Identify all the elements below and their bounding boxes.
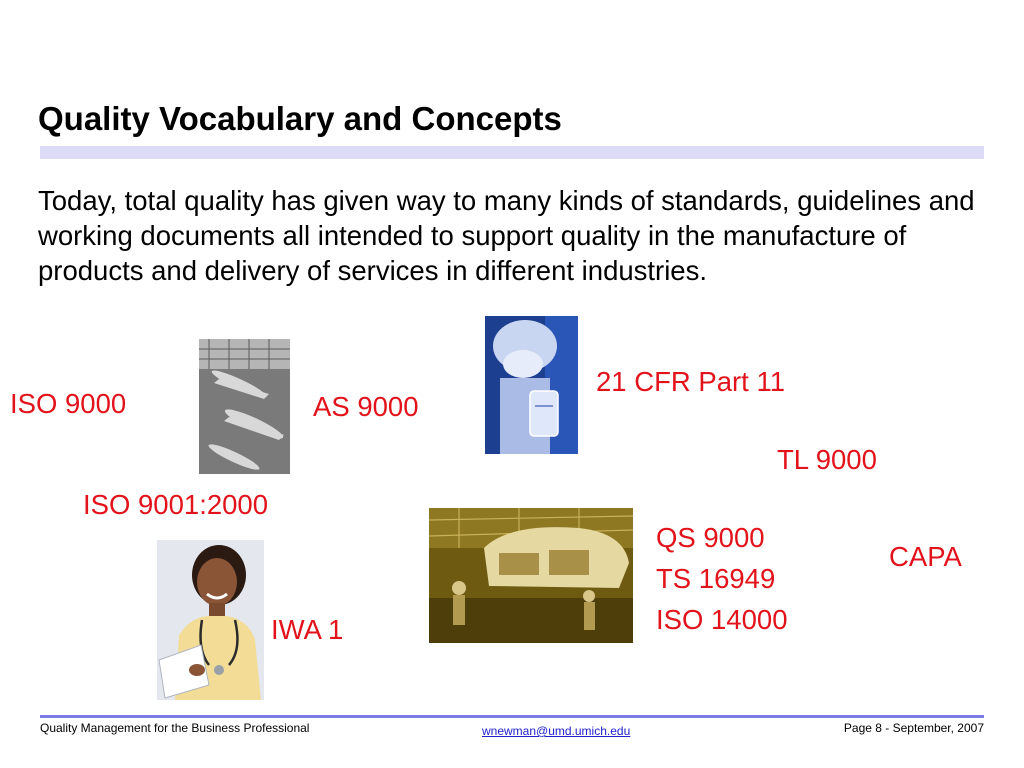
footer-divider <box>40 715 984 718</box>
label-qs-9000: QS 9000 <box>656 522 765 553</box>
label-iso-9000: ISO 9000 <box>10 388 127 419</box>
title-underline-bar <box>40 146 984 159</box>
label-iso-14000: ISO 14000 <box>656 604 788 635</box>
label-iso-9001-2000: ISO 9001:2000 <box>83 489 269 520</box>
label-iwa-1: IWA 1 <box>271 614 344 645</box>
body-paragraph: Today, total quality has given way to many kinds of standards, guidelines and working documents all intended to support quality in the manufacture of products and delivery of services in different industries. <box>38 185 975 286</box>
assembly-line-photo <box>429 508 633 643</box>
footer-email-link[interactable]: wnewman@umd.umich.edu <box>482 724 631 738</box>
label-ts-16949: TS 16949 <box>656 563 776 594</box>
slide-title: Quality Vocabulary and Concepts <box>38 100 562 137</box>
label-as-9000: AS 9000 <box>313 391 419 422</box>
footer-page-date: Page 8 - September, 2007 <box>843 721 984 735</box>
nurse-photo <box>157 540 264 700</box>
footer-course-title: Quality Management for the Business Professional <box>40 721 310 735</box>
label-capa: CAPA <box>889 541 962 572</box>
label-tl-9000: TL 9000 <box>777 444 877 475</box>
aircraft-factory-photo <box>199 339 290 474</box>
lab-technician-photo <box>485 316 578 454</box>
label-21-cfr-part-11: 21 CFR Part 11 <box>596 366 786 397</box>
